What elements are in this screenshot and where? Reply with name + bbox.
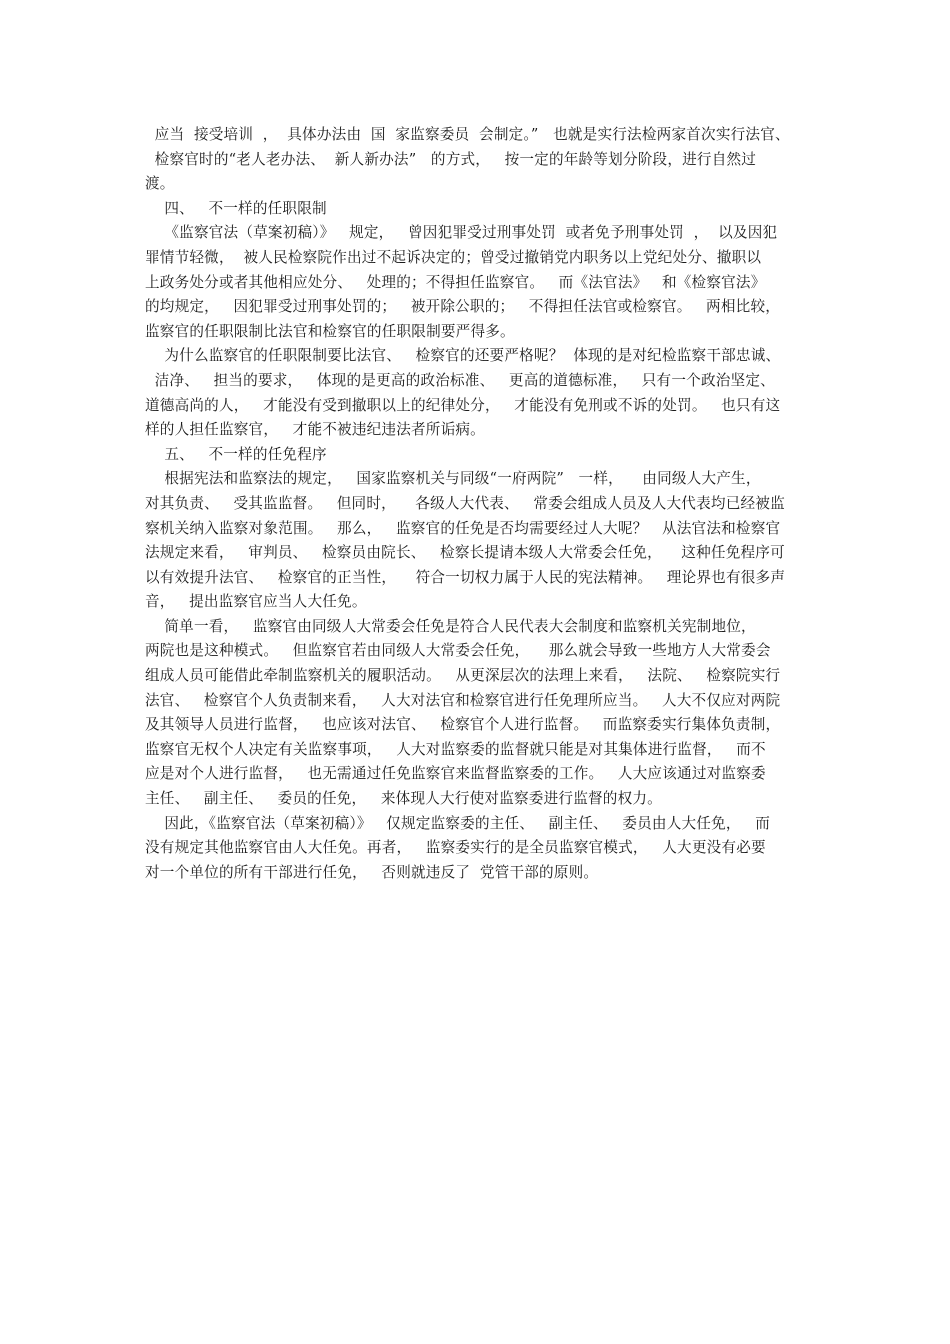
text-line: 的均规定， 因犯罪受过刑事处罚的； 被开除公职的； 不得担任法官或检察官。 两相比较， — [145, 298, 781, 316]
text-line: 对其负责、 受其监监督。 但同时， 各级人大代表、 常委会组成人员及人大代表均已经被监 — [145, 494, 785, 512]
text-line: 简单一看， 监察官由同级人大常委会任免是符合人民代表大会制度和监察机关宪制地位， — [145, 617, 756, 635]
text-line: 法官、 检察官个人负责制来看， 人大对法官和检察官进行任免理所应当。 人大不仅应对两院 — [145, 691, 781, 709]
text-line: 察机关纳入监察对象范围。 那么， 监察官的任免是否均需要经过人大呢？ 从法官法和检察官 — [145, 519, 781, 537]
text-line: 《监察官法（草案初稿）》 规定， 曾因犯罪受过刑事处罚 或者免予刑事处罚 ， 以及因犯 — [145, 224, 778, 242]
text-line: 罪情节轻微， 被人民检察院作出过不起诉决定的；曾受过撤销党内职务以上党纪处分、撤职以 — [145, 248, 762, 266]
text-line: 主任、 副主任、 委员的任免， 来体现人大行使对监察委进行监督的权力。 — [145, 790, 662, 808]
text-line: 检察官时的“老人老办法、 新人新办法” 的方式， 按一定的年龄等划分阶段，进行自然过 — [145, 150, 757, 168]
text-line: 法规定来看， 审判员、 检察员由院长、 检察长提请本级人大常委会任免， 这种任免程序可 — [145, 544, 785, 562]
text-line: 及其领导人员进行监督， 也应该对法官、 检察官个人进行监督。 而监察委实行集体负责制， — [145, 716, 781, 734]
text-line: 因此，《监察官法（草案初稿）》 仅规定监察委的主任、 副主任、 委员由人大任免， 而 — [145, 814, 770, 832]
text-line: 根据宪法和监察法的规定， 国家监察机关与同级“一府两院” 一样， 由同级人大产生， — [145, 470, 761, 488]
text-line: 没有规定其他监察官由人大任免。再者， 监察委实行的是全员监察官模式， 人大更没有必要 — [145, 839, 766, 857]
text-line: 应当 接受培训 ， 具体办法由 国 家监察委员 会制定。” 也就是实行法检两家首次实行法官、 — [145, 126, 790, 143]
text-line: 道德高尚的人， 才能没有受到撤职以上的纪律处分， 才能没有免刑或不诉的处罚。 也只有这 — [145, 396, 781, 414]
text-line: 应是对个人进行监督， 也无需通过任免监察官来监督监察委的工作。 人大应该通过对监察委 — [145, 765, 766, 783]
text-line: 以有效提升法官、 检察官的正当性， 符合一切权力属于人民的宪法精神。 理论界也有很多声 — [145, 568, 786, 586]
text-line: 监察官的任职限制比法官和检察官的任职限制要严得多。 — [145, 322, 515, 340]
text-line: 两院也是这种模式。 但监察官若由同级人大常委会任免， 那么就会导致一些地方人大常委会 — [145, 642, 771, 660]
document-body — [145, 123, 815, 885]
text-line: 对一个单位的所有干部进行任免， 否则就违反了 党管干部的原则。 — [145, 863, 599, 881]
text-line: 四、 不一样的任职限制 — [145, 199, 327, 217]
text-line: 样的人担任监察官， 才能不被违纪违法者所诟病。 — [145, 421, 485, 439]
text-line: 渡。 — [145, 175, 175, 193]
text-line: 洁净、 担当的要求， 体现的是更高的政治标准、 更高的道德标准， 只有一个政治坚定、 — [145, 371, 775, 389]
text-line: 组成人员可能借此牵制监察机关的履职活动。 从更深层次的法理上来看， 法院、 检察院实行 — [145, 667, 781, 685]
text-line: 监察官无权个人决定有关监察事项， 人大对监察委的监督就只能是对其集体进行监督， 而不 — [145, 740, 766, 758]
text-line: 五、 不一样的任免程序 — [145, 445, 327, 463]
text-line: 音， 提出监察官应当人大任免。 — [145, 593, 367, 611]
text-line: 上政务处分或者其他相应处分、 处理的；不得担任监察官。 而《法官法》 和《检察官法》 — [145, 273, 766, 291]
text-line: 为什么监察官的任职限制要比法官、 检察官的还要严格呢？ 体现的是对纪检监察干部忠诚、 — [145, 347, 781, 365]
